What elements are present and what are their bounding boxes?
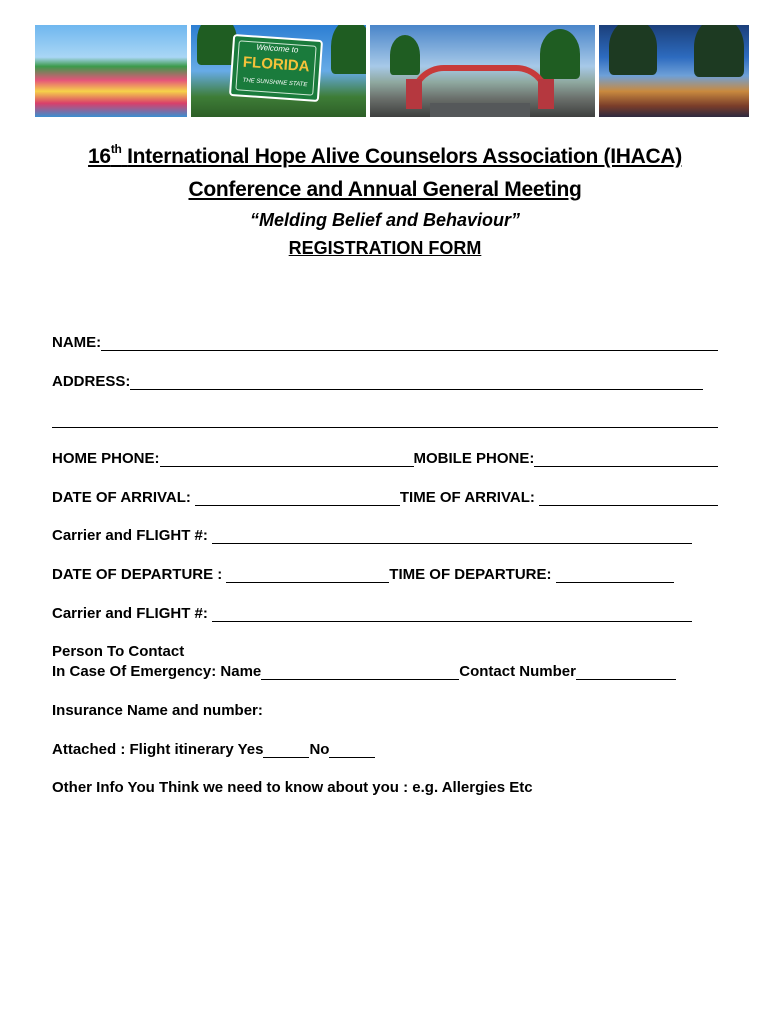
departure-time-label: TIME OF DEPARTURE: [389,566,552,583]
mobile-phone-field[interactable] [534,451,718,467]
conference-theme: “Melding Belief and Behaviour” [249,210,521,230]
sign-tagline-text: THE SUNSHINE STATE [242,77,308,89]
mobile-phone-label: MOBILE PHONE: [413,450,535,467]
address-label: ADDRESS: [52,373,131,390]
contact-number-label: Contact Number [459,663,576,680]
arrival-time-label: TIME OF ARRIVAL: [399,489,535,506]
gate-pillar [538,79,554,109]
palm-icon [540,29,580,79]
departure-date-label: DATE OF DEPARTURE : [52,566,223,583]
photo-florida-sign [191,25,366,117]
header-banner [35,25,749,117]
palm-icon [390,35,420,75]
other-info-row [52,779,718,796]
emergency-name-field[interactable] [261,664,459,680]
name-row [52,334,718,351]
attached-row [52,741,718,758]
emergency-name-label: In Case Of Emergency: Name [52,663,262,680]
attached-no-label: No [309,741,330,758]
attached-yes-label: Attached : Flight itinerary Yes [52,741,264,758]
arrival-flight-label: Carrier and FLIGHT #: [52,527,208,544]
departure-row [52,566,718,583]
attached-yes-field[interactable] [263,742,309,758]
arrival-date-label: DATE OF ARRIVAL: [52,489,191,506]
home-phone-label: HOME PHONE: [52,450,160,467]
palm-icon [694,25,744,77]
ordinal-suffix: th [110,142,122,156]
photo-epcot-flowers [35,25,187,117]
emergency-contact-row [52,663,718,680]
conference-title-line2: Conference and Annual General Meeting [188,178,582,201]
palm-icon [331,25,366,74]
address-row-2 [52,412,718,428]
departure-time-field[interactable] [556,567,674,583]
name-field[interactable] [101,335,718,351]
departure-flight-field[interactable] [212,606,692,622]
person-contact-row [52,643,718,660]
form-title: REGISTRATION FORM [288,238,482,258]
other-info-label: Other Info You Think we need to know about you : e.g. Allergies Etc [52,779,533,796]
photo-palm-night [599,25,749,117]
sign-state-text: FLORIDA [242,53,311,76]
home-phone-field[interactable] [160,451,414,467]
address-row [52,373,718,390]
phone-row [52,450,718,467]
road [430,103,530,117]
address-line2-field[interactable] [52,412,718,428]
sign-welcome-text: Welcome to [256,42,299,55]
name-label: NAME: [52,334,102,351]
ordinal-number: 16 [88,145,111,168]
insurance-row [52,702,718,719]
gate-pillar [406,79,422,109]
title-text-line1: International Hope Alive Counselors Association (IHACA) [127,145,682,168]
departure-date-field[interactable] [226,567,389,583]
attached-no-field[interactable] [329,742,375,758]
palm-icon [609,25,657,75]
contact-number-field[interactable] [576,664,676,680]
arrival-flight-row [52,527,718,544]
departure-flight-row [52,605,718,622]
gate-arch [410,65,550,99]
arrival-date-field[interactable] [195,490,400,506]
address-field[interactable] [130,374,703,390]
photo-disney-gate [370,25,595,117]
florida-welcome-sign [229,34,323,102]
conference-title-line1 [0,142,770,169]
insurance-label: Insurance Name and number: [52,702,263,719]
departure-flight-label: Carrier and FLIGHT #: [52,605,208,622]
arrival-time-field[interactable] [539,490,718,506]
arrival-row [52,489,718,506]
person-contact-label: Person To Contact [52,643,185,660]
arrival-flight-field[interactable] [212,528,692,544]
